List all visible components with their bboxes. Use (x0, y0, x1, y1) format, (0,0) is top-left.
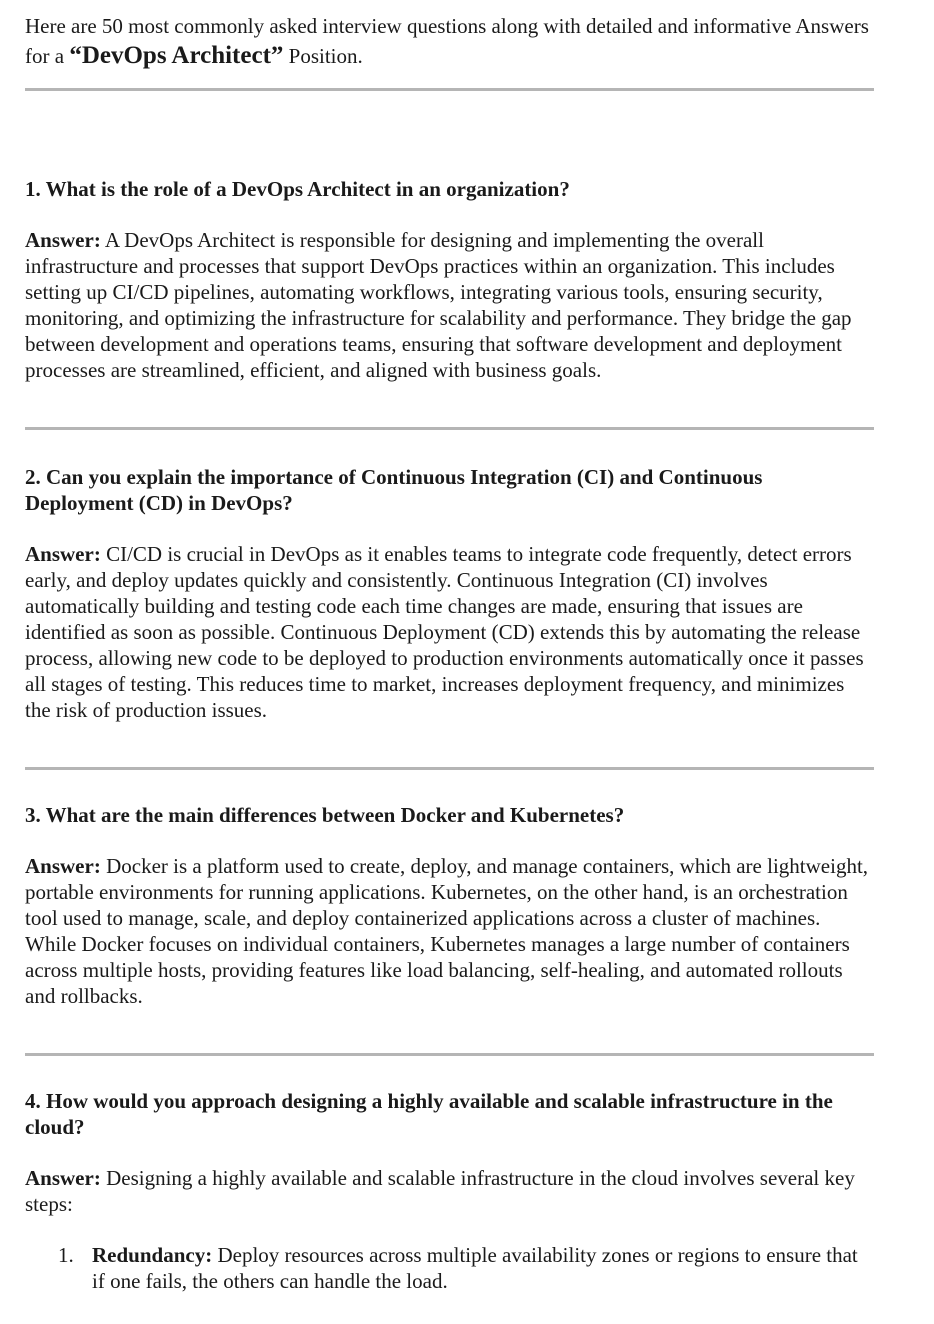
list-item (58, 1242, 874, 1294)
divider (25, 88, 874, 91)
intro-role: “DevOps Architect” (69, 42, 284, 69)
answer-paragraph (25, 227, 874, 383)
question-title: 4. How would you approach designing a highly available and scalable infrastructure in the cloud? (25, 1089, 833, 1139)
divider (25, 767, 874, 770)
intro-text-before: Here are 50 most commonly asked interview questions along with detailed and informative Answers for a (25, 14, 869, 68)
answer-label: Answer: (25, 228, 101, 252)
answer-label: Answer: (25, 854, 101, 878)
answer-label: Answer: (25, 542, 101, 566)
answer-paragraph (25, 541, 874, 723)
answer-text: Docker is a platform used to create, deploy, and manage containers, which are lightweight, portable environments for running applications. Kubernetes, on the other hand, is an orchestration tool used to manage, scale, and deploy containerized applications across a cluster of machines. While Docker focuses on individual containers, Kubernetes manages a large number of containers across multiple hosts, providing features like load balancing, self-healing, and automated rollouts and rollbacks. (25, 854, 869, 1008)
intro-text-after: Position. (283, 44, 363, 68)
question-title: 3. What are the main differences between Docker and Kubernetes? (25, 803, 625, 827)
divider (25, 1053, 874, 1056)
question-block-3 (25, 802, 874, 1009)
answer-text: CI/CD is crucial in DevOps as it enables teams to integrate code frequently, detect errors early, and deploy updates quickly and consistently. Continuous Integration (CI) involves automatically building and testing code each time changes are made, ensuring that issues are identified as soon as possible. Continuous Deployment (CD) extends this by automating the release process, allowing new code to be deployed to production environments automatically once it passes all stages of testing. This reduces time to market, increases deployment frequency, and minimizes the risk of production issues. (25, 542, 864, 722)
question-title: 2. Can you explain the importance of Continuous Integration (CI) and Continuous Deployment (CD) in DevOps? (25, 465, 763, 515)
answer-paragraph (25, 1165, 874, 1217)
step-text: Deploy resources across multiple availability zones or regions to ensure that if one fails, the others can handle the load. (92, 1243, 858, 1293)
step-number: 1. (58, 1243, 74, 1267)
step-title: Redundancy: (92, 1243, 213, 1267)
answer-paragraph (25, 853, 874, 1009)
step-body (92, 1242, 874, 1294)
answer-text: Designing a highly available and scalable infrastructure in the cloud involves several key steps: (25, 1166, 855, 1216)
question-block-1 (25, 176, 874, 383)
answer-text: A DevOps Architect is responsible for designing and implementing the overall infrastructure and processes that support DevOps practices within an organization. This includes setting up CI/CD pipelines, automating workflows, integrating various tools, ensuring security, monitoring, and optimizing the infrastructure for scalability and performance. They bridge the gap between development and operations teams, ensuring that software development and deployment processes are streamlined, efficient, and aligned with business goals. (25, 228, 852, 382)
steps-list (25, 1242, 874, 1294)
question-title: 1. What is the role of a DevOps Architect in an organization? (25, 177, 570, 201)
question-block-2 (25, 464, 874, 723)
answer-label: Answer: (25, 1166, 101, 1190)
divider (25, 427, 874, 430)
intro-paragraph (25, 12, 874, 71)
question-block-4 (25, 1088, 874, 1294)
